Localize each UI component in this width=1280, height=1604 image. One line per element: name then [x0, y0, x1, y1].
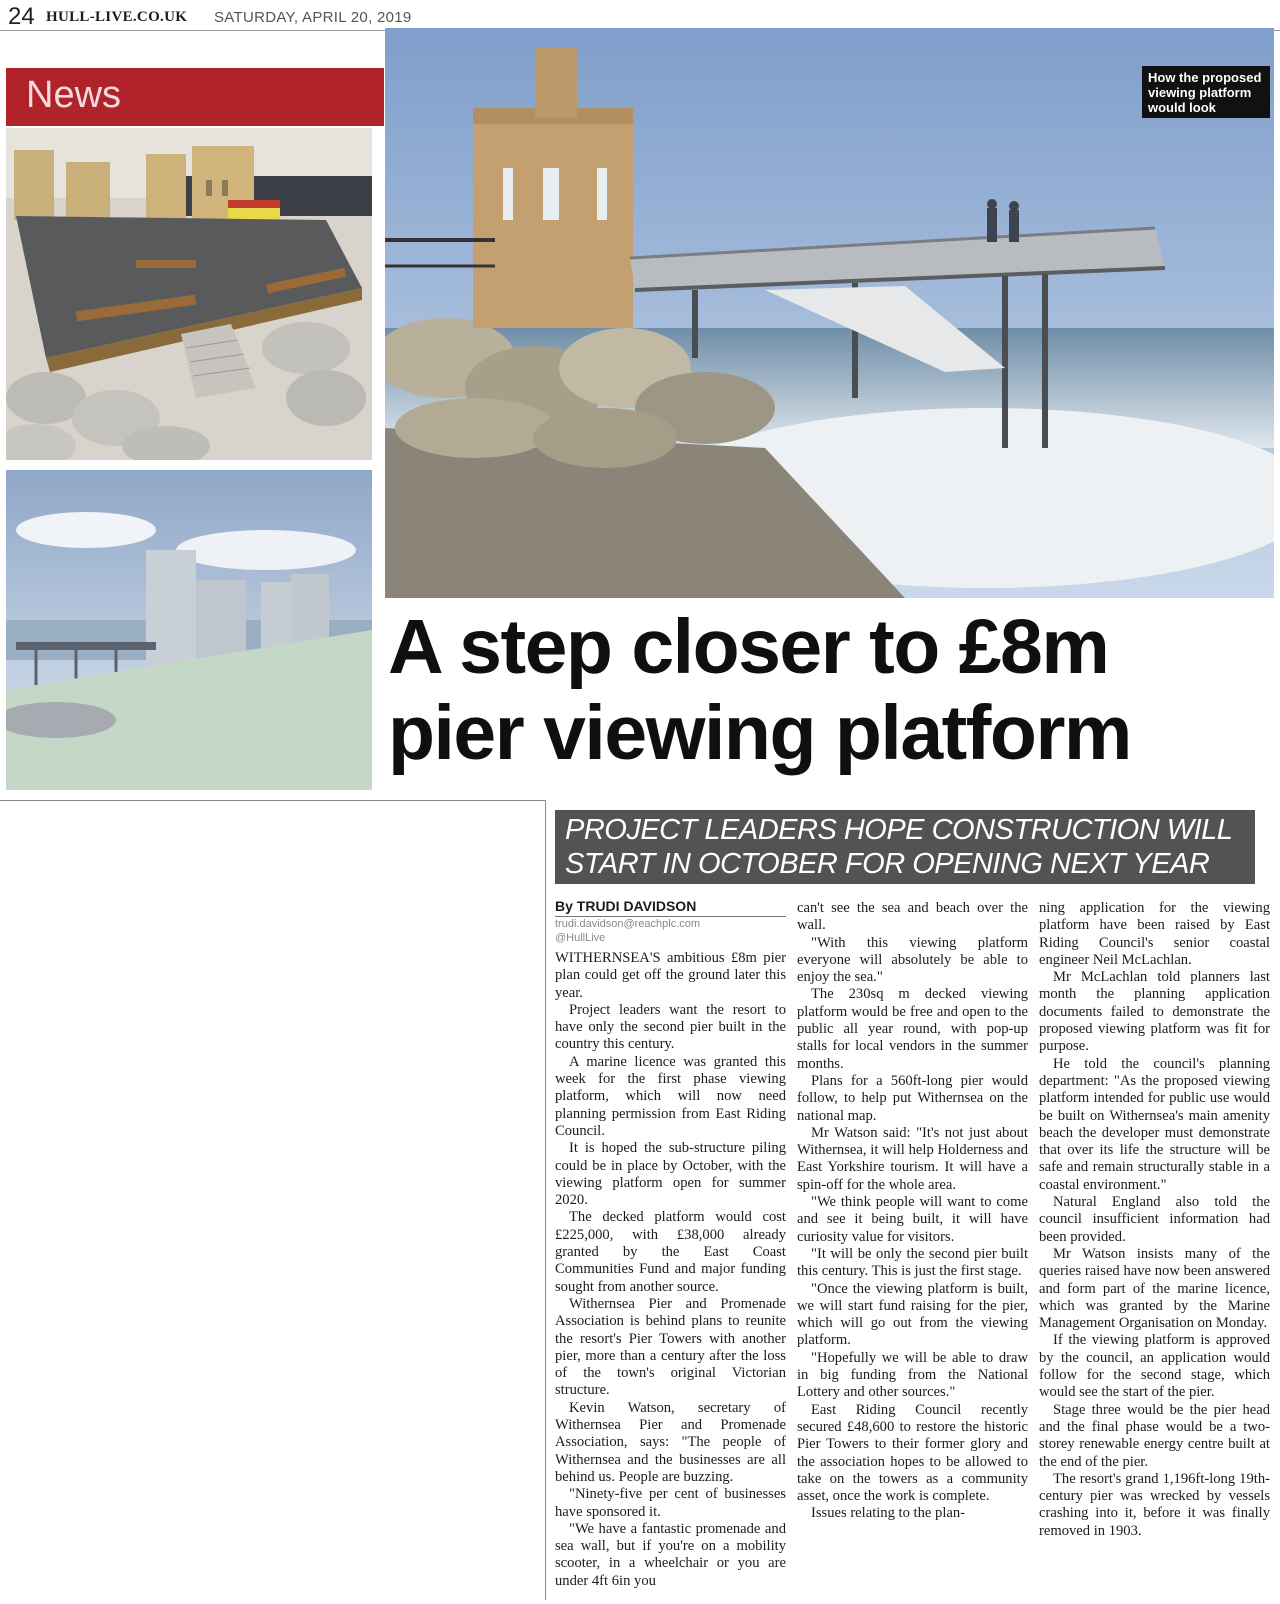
- byline-twitter: @HullLive: [555, 932, 606, 944]
- article-column-3: [1039, 900, 1270, 1540]
- section-label-text: News: [26, 74, 122, 116]
- paragraph: East Riding Council recently secured £48,600 to restore the historic Pier Towers to their former glory and the association hopes to be allowed to take on the towers as a community asset, once the work is complete.: [797, 1401, 1028, 1505]
- paragraph: The decked platform would cost £225,000, with £38,000 already granted by the East Coast Communities Fund and major funding sought from another source.: [555, 1209, 786, 1295]
- main-photo-pier-towers: [385, 28, 1274, 598]
- paragraph: can't see the sea and beach over the wall.: [797, 900, 1028, 934]
- paragraph: Stage three would be the pier head and the final phase would be a two-storey renewable energy centre built at the end of the pier.: [1039, 1401, 1270, 1470]
- platform-render-aerial: [6, 128, 372, 460]
- paragraph: Natural England also told the council insufficient information had been provided.: [1039, 1194, 1270, 1245]
- paragraph: Mr Watson insists many of the queries raised have now been answered and form part of the marine licence, which was granted by the Marine Management Organisation on Monday.: [1039, 1245, 1270, 1332]
- paragraph: "Once the viewing platform is built, we will start fund raising for the pier, which will go out from the viewing platform.: [797, 1280, 1028, 1349]
- headline-line-1: A step closer to £8m: [388, 604, 1109, 690]
- paragraph: Mr Watson said: "It's not just about Withernsea, it will help Holderness and East Yorkshire tourism. It will have a spin-off for the whole area.: [797, 1124, 1028, 1193]
- headline-line-2: pier viewing platform: [388, 690, 1131, 776]
- paragraph: The 230sq m decked viewing platform would be free and open to the public all year round, with pop-up stalls for local vendors in the summer months.: [797, 986, 1028, 1072]
- standfirst: [555, 810, 1255, 884]
- photo-caption: How the proposed viewing platform would look: [1142, 66, 1270, 118]
- article-column-2: [797, 900, 1028, 1523]
- paragraph: "Ninety-five per cent of businesses have sponsored it.: [555, 1486, 786, 1520]
- platform-render-side: [6, 470, 372, 790]
- paragraph: Kevin Watson, secretary of Withernsea Pier and Promenade Association, says: "The people of Withernsea and the businesses are all behind us. People are buzzing.: [555, 1399, 786, 1485]
- paragraph: Mr McLachlan told planners last month the planning application documents failed to demonstrate the proposed viewing platform was fit for purpose.: [1039, 969, 1270, 1055]
- paragraph: Issues relating to the plan-: [811, 1505, 966, 1522]
- paragraph: Project leaders want the resort to have only the second pier built in the country this century.: [555, 1001, 786, 1053]
- standfirst-line-1: PROJECT LEADERS HOPE CONSTRUCTION WILL: [565, 814, 1233, 846]
- byline: [555, 898, 786, 945]
- section-label: [6, 68, 384, 126]
- paragraph: "Hopefully we will be able to draw in big funding from the National Lottery and other sources.": [797, 1349, 1028, 1401]
- headline: [388, 604, 1274, 776]
- paragraph: WITHERNSEA'S ambitious £8m pier plan could get off the ground later this year.: [555, 950, 786, 1001]
- byline-name: By TRUDI DAVIDSON: [555, 898, 786, 917]
- article-column-1: [555, 950, 786, 1590]
- publication-date: SATURDAY, APRIL 20, 2019: [214, 9, 412, 26]
- masthead: [0, 0, 1280, 31]
- paragraph: It is hoped the sub-structure piling could be in place by October, with the viewing platform open for summer 2020.: [555, 1140, 786, 1209]
- paragraph: A marine licence was granted this week for the first phase viewing platform, which will now need planning permission from East Riding Council.: [555, 1053, 786, 1139]
- page-number: 24: [8, 3, 35, 30]
- paragraph: "We have a fantastic promenade and sea wall, but if you're on a mobility scooter, in a wheelchair or you are under 4ft 6in you: [555, 1520, 786, 1589]
- paragraph: Plans for a 560ft-long pier would follow, to help put Withernsea on the national map.: [797, 1072, 1028, 1124]
- paragraph: Withernsea Pier and Promenade Association is behind plans to reunite the resort's Pier Towers with another pier, more than a century after the loss of the town's original Victorian structure.: [555, 1295, 786, 1399]
- standfirst-line-2: START IN OCTOBER FOR OPENING NEXT YEAR: [565, 848, 1210, 880]
- paragraph: He told the council's planning department: "As the proposed viewing platform intended for public use would be built on Withernsea's main amenity beach the developer must demonstrate that over its life the structure will be safe and remain structurally stable in a coastal environment.": [1039, 1055, 1270, 1193]
- paragraph: The resort's grand 1,196ft-long 19th-century pier was wrecked by vessels crashing into it, before it was finally removed in 1903.: [1039, 1470, 1270, 1539]
- paragraph: "With this viewing platform everyone will absolutely be able to enjoy the sea.": [797, 934, 1028, 986]
- site-name: HULL-LIVE.CO.UK: [46, 9, 188, 25]
- divider-vertical: [545, 800, 546, 1600]
- divider-horizontal: [0, 800, 545, 801]
- byline-email: trudi.davidson@reachplc.com: [555, 918, 701, 930]
- paragraph: "It will be only the second pier built this century. This is just the first stage.: [797, 1245, 1028, 1280]
- paragraph: If the viewing platform is approved by the council, an application would follow for the second stage, which would see the start of the pier.: [1039, 1332, 1270, 1401]
- paragraph: "We think people will want to come and see it being built, it will have curiosity value for visitors.: [797, 1194, 1028, 1245]
- paragraph: ning application for the viewing platform have been raised by East Riding Council's senior coastal engineer Neil McLachlan.: [1039, 900, 1270, 968]
